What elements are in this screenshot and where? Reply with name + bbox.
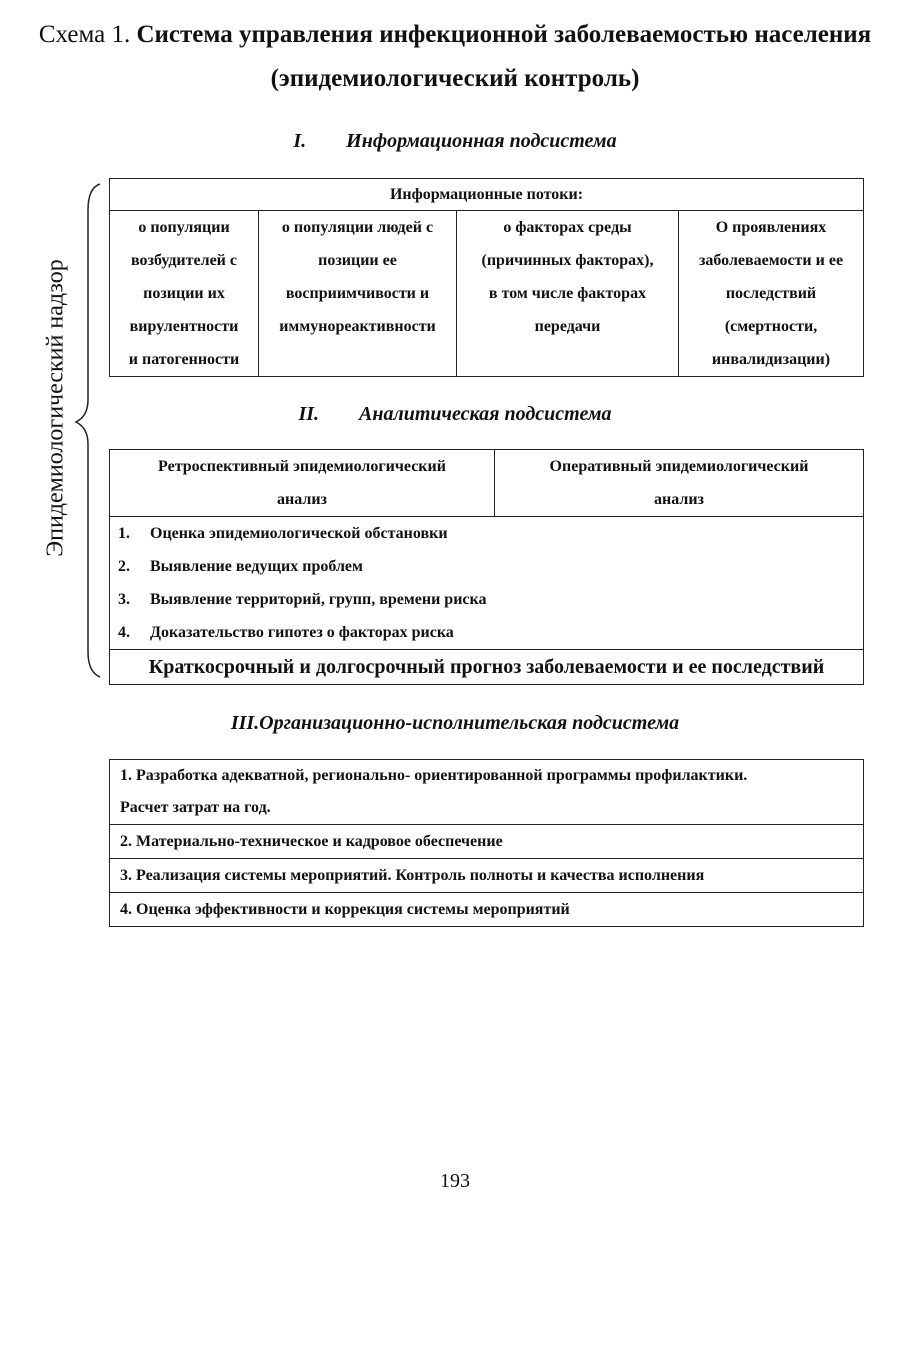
info-col-4-line: (смертности, (724, 318, 818, 335)
list-item-num: 3. (118, 591, 130, 608)
title-line1: Система управления инфекционной заболеваемостью населения (136, 21, 872, 48)
info-col-3-line: передачи (534, 318, 601, 335)
org-item-1-line: 1. Разработка адекватной, регионально- ориентированной программы профилактики. (120, 767, 748, 784)
section3-heading: III.Организационно-исполнительская подсистема (230, 712, 680, 734)
retrospective-line: Ретроспективный эпидемиологический (158, 458, 446, 475)
operative-line: Оперативный эпидемиологический (549, 458, 809, 475)
info-col-1-line: и патогенности (128, 351, 240, 368)
list-item (110, 517, 863, 550)
info-col-3-line: в том числе факторах (488, 285, 647, 302)
section2-name: Аналитическая подсистема (359, 403, 612, 425)
info-col-2-line: позиции ее (318, 252, 397, 269)
info-table (109, 178, 864, 377)
side-label: Эпидемиологический надзор (42, 259, 69, 557)
list-item (110, 616, 863, 649)
info-col-3 (457, 211, 679, 377)
info-col-3-line: (причинных факторах), (481, 252, 654, 269)
org-item-3: 3. Реализация системы мероприятий. Контроль полноты и качества исполнения (110, 859, 864, 893)
section1-name: Информационная подсистема (346, 130, 617, 152)
info-col-3-line: о факторах среды (503, 219, 632, 236)
page-number: 193 (440, 1170, 470, 1192)
analysis-table (109, 449, 864, 685)
info-col-4-line: О проявлениях (715, 219, 827, 236)
section2-heading (0, 403, 910, 426)
org-item-1 (110, 760, 864, 825)
org-item-1-line: Расчет затрат на год. (120, 799, 271, 816)
info-col-2 (259, 211, 457, 377)
info-col-4 (679, 211, 864, 377)
info-col-1-line: вирулентности (129, 318, 239, 335)
section1-heading (0, 130, 910, 153)
list-item-num: 2. (118, 558, 130, 575)
retrospective-analysis (110, 450, 495, 517)
info-col-1-line: о популяции (138, 219, 230, 236)
info-col-4-line: инвалидизации) (711, 351, 831, 368)
page-title (0, 14, 910, 56)
info-col-4-line: последствий (725, 285, 817, 302)
list-item-text: Выявление территорий, групп, времени риска (150, 591, 487, 608)
org-item-2: 2. Материально-техническое и кадровое обеспечение (110, 825, 864, 859)
info-col-4-line: заболеваемости и ее (698, 252, 844, 269)
info-col-1-line: позиции их (143, 285, 225, 302)
section2-num: II. (298, 403, 320, 425)
list-item-num: 1. (118, 525, 130, 542)
info-col-2-line: иммунореактивности (279, 318, 436, 335)
list-item-text: Выявление ведущих проблем (150, 558, 363, 575)
info-header: Информационные потоки: (110, 179, 864, 211)
section1-num: I. (293, 130, 307, 152)
list-item-num: 4. (118, 624, 130, 641)
forecast-row: Краткосрочный и долгосрочный прогноз заболеваемости и ее последствий (110, 650, 864, 685)
brace-icon (72, 180, 106, 680)
operative-line: анализ (654, 491, 704, 508)
retrospective-line: анализ (277, 491, 327, 508)
title-prefix: Схема 1. (38, 21, 131, 48)
info-col-2-line: восприимчивости и (285, 285, 430, 302)
org-item-4: 4. Оценка эффективности и коррекция системы мероприятий (110, 893, 864, 927)
org-table (109, 759, 864, 927)
info-col-1-line: возбудителей с (130, 252, 237, 269)
title-line2: (эпидемиологический контроль) (270, 65, 640, 92)
info-col-1 (110, 211, 259, 377)
info-col-2-line: о популяции людей с (281, 219, 434, 236)
list-item-text: Доказательство гипотез о факторах риска (150, 624, 454, 641)
operative-analysis (495, 450, 864, 517)
analysis-list (110, 517, 864, 650)
list-item (110, 550, 863, 583)
list-item-text: Оценка эпидемиологической обстановки (150, 525, 448, 542)
list-item (110, 583, 863, 616)
